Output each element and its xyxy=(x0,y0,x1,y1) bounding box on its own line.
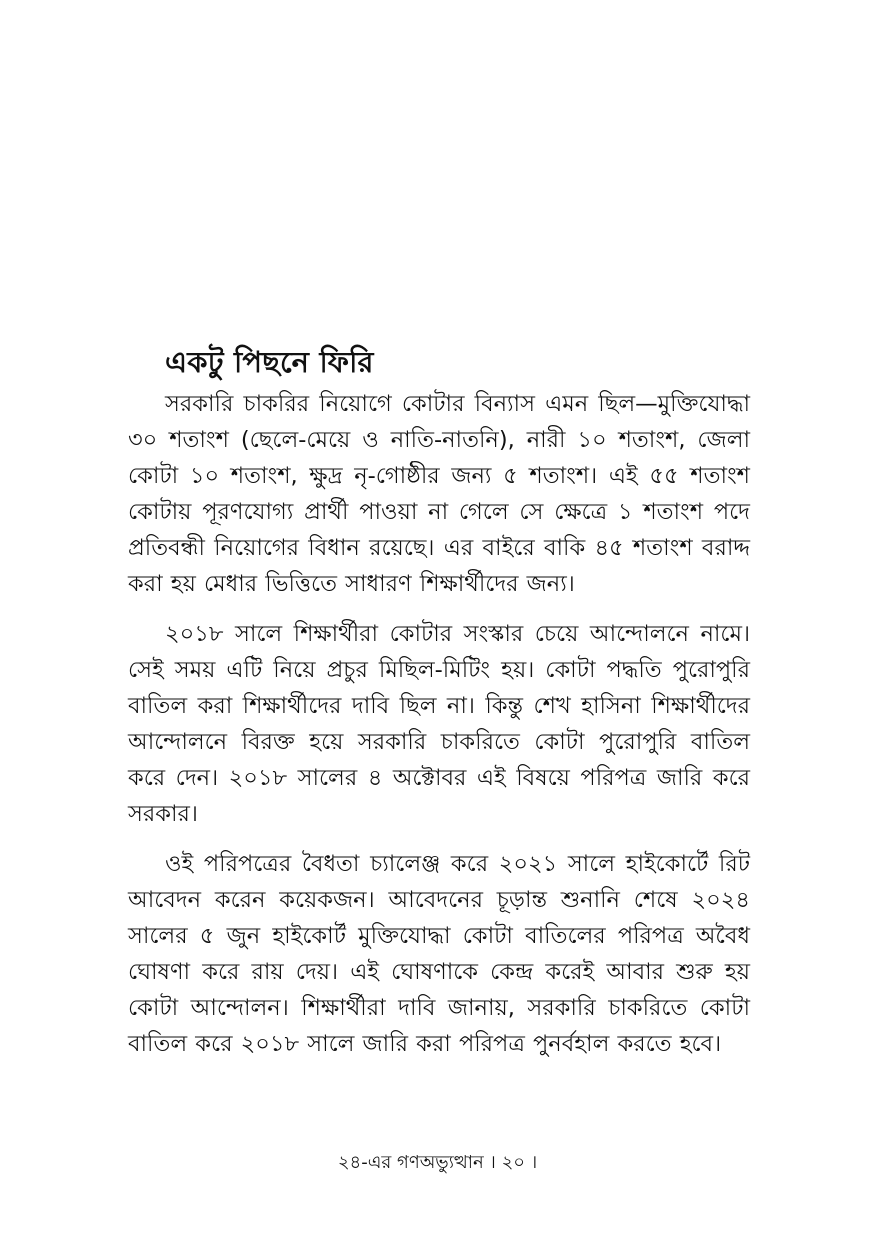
paragraph-quota-distribution: সরকারি চাকরির নিয়োগে কোটার বিন্যাস এমন ছিল—মুক্তিযোদ্ধা ৩০ শতাংশ (ছেলে-মেয়ে ও নাতি-নাতনি), নারী ১০ শতাংশ, জেলা কোটা ১০ শতাংশ, ক্ষুদ্র নৃ-গোষ্ঠীর জন্য ৫ শতাংশ। এই ৫৫ শতাংশ কোটায় পূরণযোগ্য প্রার্থী পাওয়া না গেলে সে ক্ষেত্রে ১ শতাংশ পদে প্রতিবন্ধী নিয়োগের বিধান রয়েছে। এর বাইরে বাকি ৪৫ শতাংশ বরাদ্দ করা হয় মেধার ভিত্তিতে সাধারণ শিক্ষার্থীদের জন্য। xyxy=(128,391,750,597)
page-footer: ২৪-এর গণঅভ্যুত্থান । ২০ । xyxy=(337,1152,538,1173)
paragraph-2024-verdict: ওই পরিপত্রের বৈধতা চ্যালেঞ্জ করে ২০২১ সালে হাইকোর্টে রিট আবেদন করেন কয়েকজন। আবেদনের চূড়ান্ত শুনানি শেষে ২০২৪ সালের ৫ জুন হাইকোর্ট মুক্তিযোদ্ধা কোটা বাতিলের পরিপত্র অবৈধ ঘোষণা করে রায় দেয়। এই ঘোষণাকে কেন্দ্র করেই আবার শুরু হয় কোটা আন্দোলন। শিক্ষার্থীরা দাবি জানায়, সরকারি চাকরিতে কোটা বাতিল করে ২০১৮ সালে জারি করা পরিপত্র পুনর্বহাল করতে হবে। xyxy=(128,851,750,1057)
section-heading: একটু পিছনে ফিরি xyxy=(165,345,374,379)
paragraph-2018-movement: ২০১৮ সালে শিক্ষার্থীরা কোটার সংস্কার চেয়ে আন্দোলনে নামে। সেই সময় এটি নিয়ে প্রচুর মিছিল-মিটিং হয়। কোটা পদ্ধতি পুরোপুরি বাতিল করা শিক্ষার্থীদের দাবি ছিল না। কিন্তু শেখ হাসিনা শিক্ষার্থীদের আন্দোলনে বিরক্ত হয়ে সরকারি চাকরিতে কোটা পুরোপুরি বাতিল করে দেন। ২০১৮ সালের ৪ অক্টোবর এই বিষয়ে পরিপত্র জারি করে সরকার। xyxy=(128,621,750,827)
page-content xyxy=(128,340,750,1076)
